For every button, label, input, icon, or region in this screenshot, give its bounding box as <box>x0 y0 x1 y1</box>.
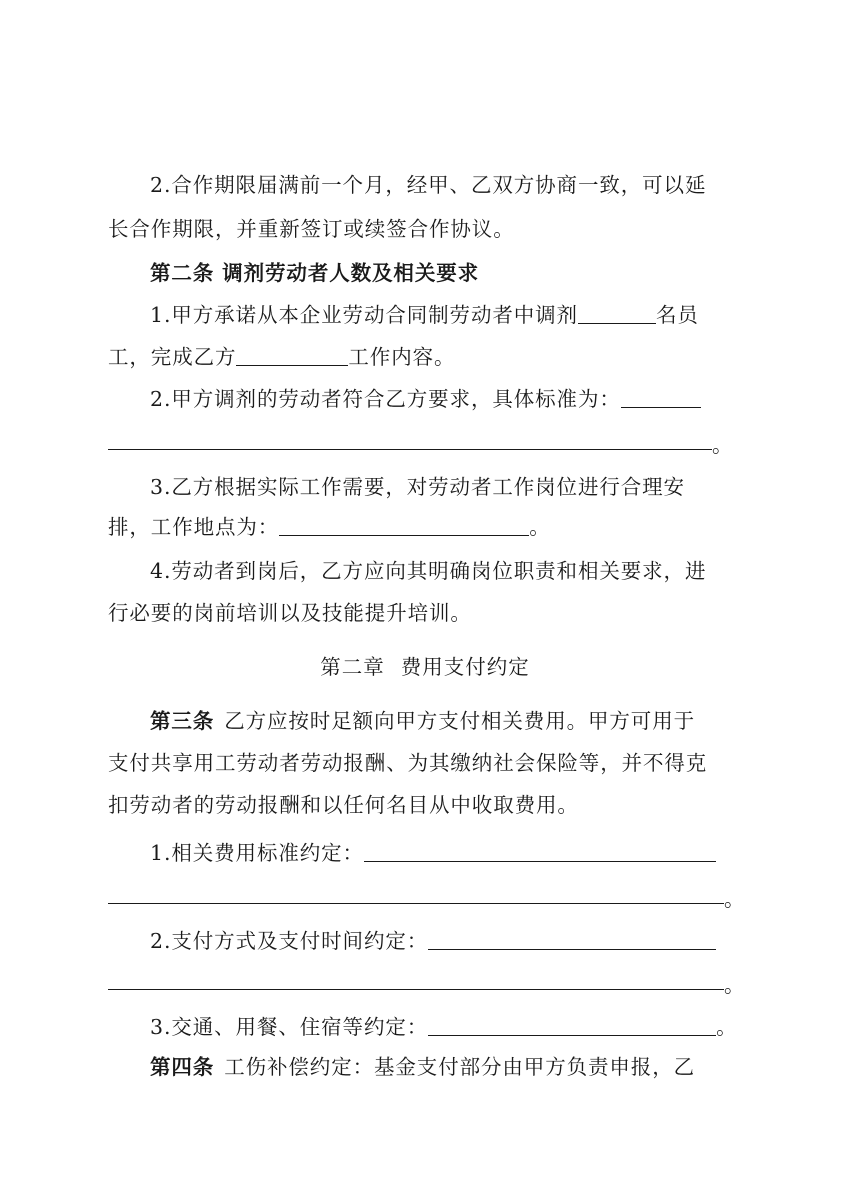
transport-meals-blank[interactable] <box>428 1013 716 1036</box>
article-2-item-3-line-2-text: 排，工作地点为： <box>108 515 280 539</box>
fee-standard-blank-1[interactable] <box>364 839 716 862</box>
article-2-item-1-text: 1.甲方承诺从本企业劳动合同制劳动者中调剂 <box>150 303 578 327</box>
work-location-blank[interactable] <box>279 513 529 536</box>
fee-standard-period: 。 <box>724 887 745 911</box>
headcount-blank[interactable] <box>578 301 656 324</box>
fee-standard-label: 1.相关费用标准约定： <box>150 841 364 865</box>
article-2-item-1-line-2 <box>108 342 736 372</box>
article-4-text: 工伤补偿约定：基金支付部分由甲方负责申报，乙 <box>224 1055 696 1079</box>
article-3-label: 第三条 <box>150 709 215 733</box>
article-2-item-3-period: 。 <box>529 515 551 539</box>
article-2-item-1-line-2-suffix: 工作内容。 <box>348 345 456 369</box>
article-3-line-3: 扣劳动者的劳动报酬和以任何名目从中收取费用。 <box>108 793 579 817</box>
chapter-2-heading <box>0 652 850 682</box>
clause-1-2-line-1: 2.合作期限届满前一个月，经甲、乙双方协商一致，可以延 <box>150 173 707 197</box>
payment-method-line-1 <box>150 926 736 956</box>
article-2-item-3-line-2 <box>108 512 736 542</box>
payment-method-period: 。 <box>724 973 745 997</box>
fee-standard-line-1 <box>150 838 736 868</box>
article-2-item-1-suffix: 名员 <box>655 303 699 327</box>
article-2-title: 第二条 调剂劳动者人数及相关要求 <box>150 261 480 285</box>
article-3-line-1 <box>150 706 736 736</box>
work-content-blank[interactable] <box>236 343 348 366</box>
standard-blank-1[interactable] <box>621 385 701 408</box>
transport-meals-line <box>150 1012 736 1042</box>
article-2-item-1-line-1 <box>150 300 736 330</box>
article-2-item-4-line-1: 4.劳动者到岗后，乙方应向其明确岗位职责和相关要求，进 <box>150 559 707 583</box>
article-2-item-2-text: 2.甲方调剂的劳动者符合乙方要求，具体标准为： <box>150 387 621 411</box>
transport-meals-period: 。 <box>716 1015 738 1039</box>
payment-method-blank-2[interactable] <box>108 988 724 990</box>
article-4-label: 第四条 <box>150 1055 215 1079</box>
article-2-item-2-line-1 <box>150 384 736 414</box>
article-3-line-2: 支付共享用工劳动者劳动报酬、为其缴纳社会保险等，并不得克 <box>108 751 708 775</box>
payment-method-label: 2.支付方式及支付时间约定： <box>150 929 429 953</box>
chapter-2-title: 费用支付约定 <box>400 655 530 679</box>
fee-standard-blank-2[interactable] <box>108 902 724 904</box>
chapter-2-number: 第二章 <box>320 655 385 679</box>
article-2-item-3-line-1: 3.乙方根据实际工作需要，对劳动者工作岗位进行合理安 <box>150 475 685 499</box>
article-4-line-1 <box>150 1052 736 1082</box>
payment-method-blank-1[interactable] <box>428 927 716 950</box>
article-2-item-4-line-2: 行必要的岗前培训以及技能提升培训。 <box>108 601 472 625</box>
article-2-item-1-line-2-text: 工，完成乙方 <box>108 345 237 369</box>
article-3-text: 乙方应按时足额向甲方支付相关费用。甲方可用于 <box>224 709 696 733</box>
standard-blank-2[interactable] <box>108 448 712 450</box>
transport-meals-label: 3.交通、用餐、住宿等约定： <box>150 1015 429 1039</box>
article-2-item-2-period: 。 <box>712 433 733 457</box>
clause-1-2-line-2: 长合作期限，并重新签订或续签合作协议。 <box>108 217 515 241</box>
